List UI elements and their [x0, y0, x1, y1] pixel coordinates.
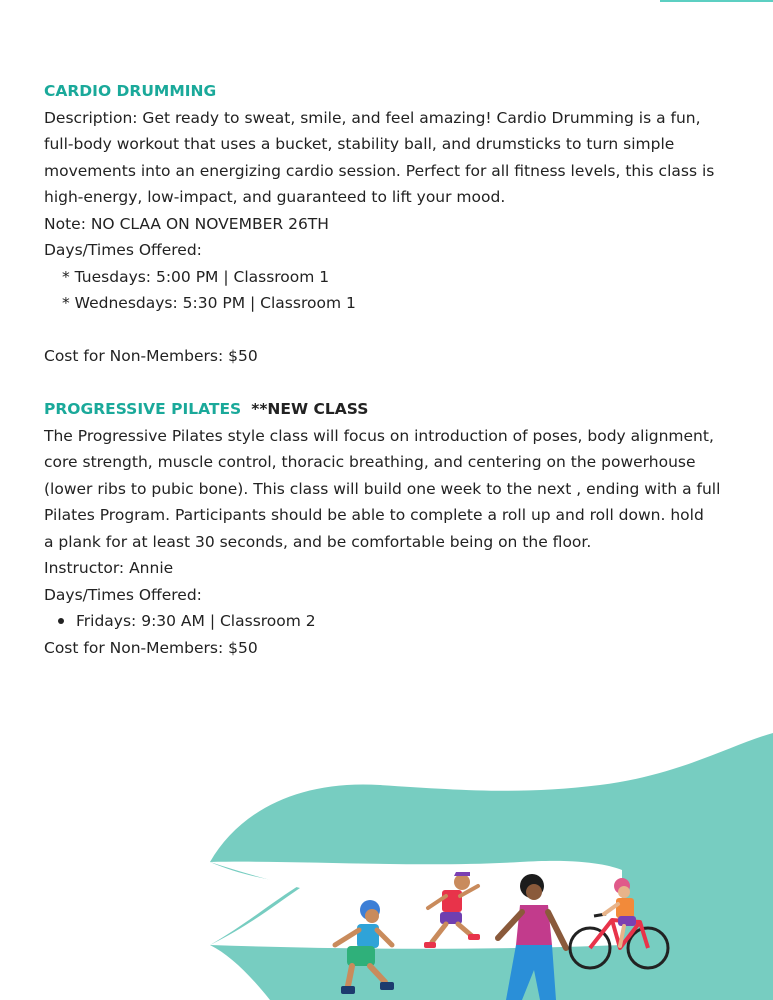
schedule-item: Fridays: 9:30 AM | Classroom 2 [44, 608, 744, 635]
description-line: high-energy, low-impact, and guaranteed to lift your mood. [44, 188, 506, 206]
description-line: (lower ribs to pubic bone). This class will build one week to the next , ending with a full [44, 479, 721, 498]
cardio-drumming-section [44, 78, 744, 396]
schedule-list [44, 608, 744, 635]
schedule-item: * Wednesdays: 5:30 PM | Classroom 1 [62, 294, 356, 312]
days-times-label: Days/Times Offered: [44, 241, 202, 259]
section-title: CARDIO DRUMMING [44, 82, 217, 100]
bullet-icon [58, 618, 64, 624]
cost-text: Cost for Non-Members: $50 [44, 638, 258, 657]
class-note: Note: NO CLAA ON NOVEMBER 26TH [44, 214, 329, 233]
days-times-label: Days/Times Offered: [44, 585, 202, 604]
description-line: Pilates Program. Participants should be able to complete a roll up and roll down. hold [44, 506, 704, 524]
description-line: The Progressive Pilates style class will focus on introduction of poses, body alignment, [44, 426, 714, 445]
section-title: PROGRESSIVE PILATES [44, 400, 242, 418]
description-line: core strength, muscle control, thoracic breathing, and centering on the powerhouse [44, 453, 696, 471]
people-exercising-illustration [0, 700, 773, 1000]
description-line: a plank for at least 30 seconds, and be comfortable being on the floor. [44, 532, 592, 551]
instructor-text: Instructor: Annie [44, 559, 174, 577]
schedule-item: * Tuesdays: 5:00 PM | Classroom 1 [62, 267, 330, 286]
class-listings [44, 78, 744, 661]
new-class-badge: **NEW CLASS [251, 400, 369, 418]
top-accent-line [660, 0, 773, 2]
description-line: full-body workout that uses a bucket, stability ball, and drumsticks to turn simple [44, 135, 675, 153]
description-line: Description: Get ready to sweat, smile, and feel amazing! Cardio Drumming is a fun, [44, 108, 701, 127]
progressive-pilates-section [44, 396, 744, 661]
description-line: movements into an energizing cardio session. Perfect for all fitness levels, this class is [44, 161, 715, 180]
cost-text: Cost for Non-Members: $50 [44, 347, 258, 365]
